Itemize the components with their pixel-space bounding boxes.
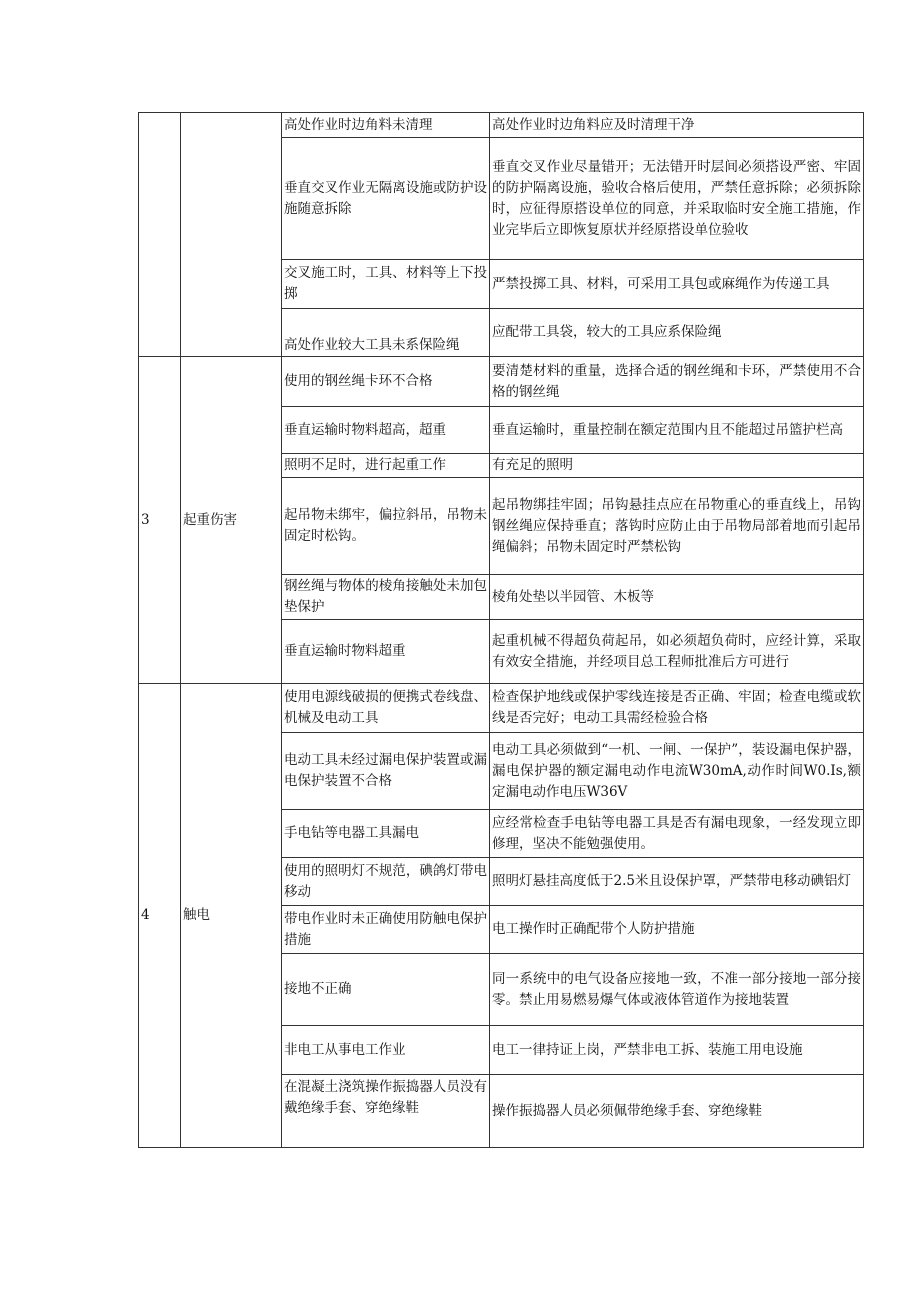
hazard-cell: 使用的钢丝绳卡环不合格	[282, 357, 490, 407]
hazard-cell: 使用电源线破损的便携式卷线盘、机械及电动工具	[282, 684, 490, 733]
hazard-cell: 非电工从事电工作业	[282, 1026, 490, 1075]
hazard-cell: 带电作业时未正确使用防触电保护措施	[282, 906, 490, 954]
measure-cell: 电工操作时正确配带个人防护措施	[490, 906, 864, 954]
table-row	[139, 113, 864, 138]
measure-cell: 同一系统中的电气设备应接地一致，不准一部分接地一部分接零。禁止用易燃易爆气体或液体管道作为接地装置	[490, 954, 864, 1026]
measure-cell: 高处作业时边角料应及时清理干净	[490, 113, 864, 138]
hazard-cell: 交叉施工时，工具、材料等上下投掷	[282, 260, 490, 309]
group-number	[139, 113, 181, 357]
measure-cell: 起吊物绑挂牢固；吊钩悬挂点应在吊物重心的垂直线上，吊钩钢丝绳应保持垂直；落钩时应防止由于吊物局部着地而引起吊绳偏斜；吊物未固定时严禁松钩	[490, 478, 864, 575]
measure-cell: 操作振捣器人员必须佩带绝缘手套、穿绝缘鞋	[490, 1075, 864, 1148]
hazard-cell: 电动工具未经过漏电保护装置或漏电保护装置不合格	[282, 733, 490, 810]
measure-cell: 有充足的照明	[490, 454, 864, 478]
measure-cell: 垂直运输时，重量控制在额定范围内且不能超过吊篮护栏高	[490, 407, 864, 454]
hazard-table	[138, 112, 864, 1148]
hazard-cell: 起吊物未绑牢，偏拉斜吊，吊物未固定时松钩。	[282, 478, 490, 575]
hazard-cell: 高处作业较大工具未系保险绳	[282, 309, 490, 357]
measure-cell: 照明灯悬挂高度低于2.5米且设保护罩，严禁带电移动碘铝灯	[490, 858, 864, 906]
group-number: 3	[139, 357, 181, 684]
hazard-cell: 照明不足时，进行起重工作	[282, 454, 490, 478]
hazard-cell: 接地不正确	[282, 954, 490, 1026]
measure-cell: 严禁投掷工具、材料，可采用工具包或麻绳作为传递工具	[490, 260, 864, 309]
table-row	[139, 684, 864, 733]
hazard-cell: 在混凝土浇筑操作振捣器人员没有戴绝缘手套、穿绝缘鞋	[282, 1075, 490, 1148]
hazard-cell: 高处作业时边角料未清理	[282, 113, 490, 138]
hazard-cell: 手电钻等电器工具漏电	[282, 810, 490, 858]
hazard-cell: 使用的照明灯不规范，碘鸽灯带电移动	[282, 858, 490, 906]
table-row	[139, 357, 864, 407]
measure-cell: 电工一律持证上岗，严禁非电工拆、装施工用电设施	[490, 1026, 864, 1075]
hazard-cell: 垂直运输时物料超高，超重	[282, 407, 490, 454]
group-category	[181, 113, 282, 357]
measure-cell: 应经常检查手电钻等电器工具是否有漏电现象，一经发现立即修理，坚决不能勉强使用。	[490, 810, 864, 858]
hazard-cell: 垂直交叉作业无隔离设施或防护设施随意拆除	[282, 138, 490, 260]
group-category: 起重伤害	[181, 357, 282, 684]
measure-cell: 检查保护地线或保护零线连接是否正确、牢固；检查电缆或软线是否完好；电动工具需经检验合格	[490, 684, 864, 733]
measure-cell: 棱角处垫以半园管、木板等	[490, 575, 864, 620]
measure-cell: 起重机械不得超负荷起吊，如必须超负荷时，应经计算，采取有效安全措施，并经项目总工程师批准后方可进行	[490, 620, 864, 684]
measure-cell: 应配带工具袋，较大的工具应系保险绳	[490, 309, 864, 357]
group-category: 触电	[181, 684, 282, 1148]
measure-cell: 要清楚材料的重量，选择合适的钢丝绳和卡环，严禁使用不合格的钢丝绳	[490, 357, 864, 407]
hazard-cell: 垂直运输时物料超重	[282, 620, 490, 684]
hazard-cell: 钢丝绳与物体的棱角接触处未加包垫保护	[282, 575, 490, 620]
group-number: 4	[139, 684, 181, 1148]
measure-cell: 电动工具必须做到“一机、一闸、一保护”，装设漏电保护器，漏电保护器的额定漏电动作电流W30mA,动作时间W0.Is,额定漏电动作电压W36V	[490, 733, 864, 810]
measure-cell: 垂直交叉作业尽量错开；无法错开时层间必须搭设严密、牢固的防护隔离设施，验收合格后使用，严禁任意拆除；必须拆除时，应征得原搭设单位的同意，并采取临时安全施工措施，作业完毕后立即恢复原状并经原搭设单位验收	[490, 138, 864, 260]
